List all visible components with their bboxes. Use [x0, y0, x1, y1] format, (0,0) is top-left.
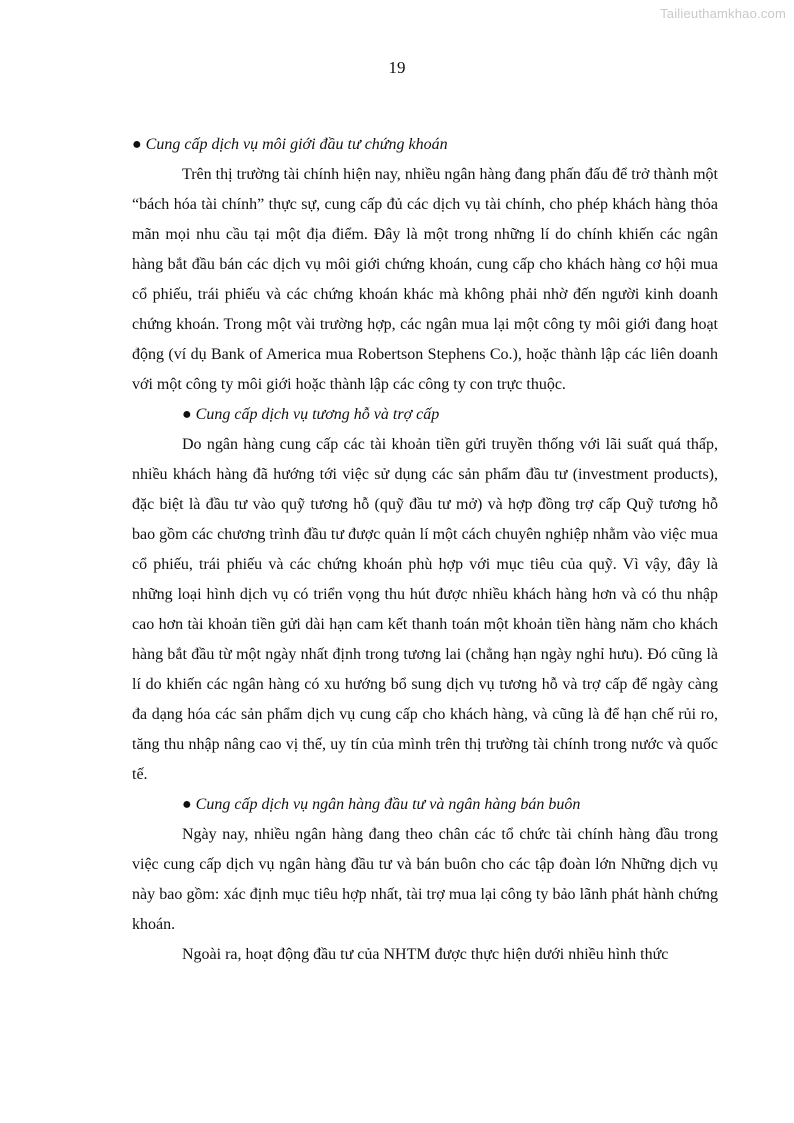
document-body: [132, 130, 718, 970]
paragraph-brokerage: Trên thị trường tài chính hiện nay, nhiều ngân hàng đang phấn đấu để trở thành một “bách hóa tài chính” thực sự, cung cấp đủ các dịch vụ tài chính, cho phép khách hàng thỏa mãn mọi nhu cầu tại một địa điểm. Đây là một trong những lí do chính khiến các ngân hàng bắt đầu bán các dịch vụ môi giới chứng khoán, cung cấp cho khách hàng cơ hội mua cổ phiếu, trái phiếu và các chứng khoán khác mà không phải nhờ đến người kinh doanh chứng khoán. Trong một vài trường hợp, các ngân mua lại một công ty môi giới đang hoạt động (ví dụ Bank of America mua Robertson Stephens Co.), hoặc thành lập các liên doanh với một công ty môi giới hoặc thành lập các công ty con trực thuộc.: [132, 166, 718, 393]
page-number: 19: [388, 58, 406, 77]
paragraph-investment-forms: Ngoài ra, hoạt động đầu tư của NHTM được thực hiện dưới nhiều hình thức: [182, 946, 669, 963]
section-heading-investment-banking: ● Cung cấp dịch vụ ngân hàng đầu tư và ngân hàng bán buôn: [182, 796, 581, 813]
paragraph-investment-banking: Ngày nay, nhiều ngân hàng đang theo chân các tổ chức tài chính hàng đầu trong việc cung cấp dịch vụ ngân hàng đầu tư và bán buôn cho các tập đoàn lớn Những dịch vụ này bao gồm: xác định mục tiêu hợp nhất, tài trợ mua lại công ty bảo lãnh phát hành chứng khoán.: [132, 826, 718, 933]
section-heading-brokerage: ● Cung cấp dịch vụ môi giới đầu tư chứng khoán: [132, 136, 448, 153]
watermark: Tailieuthamkhao.com: [660, 6, 786, 21]
section-heading-mutual-funds: ● Cung cấp dịch vụ tương hỗ và trợ cấp: [182, 406, 440, 423]
paragraph-mutual-funds: Do ngân hàng cung cấp các tài khoản tiền gửi truyền thống với lãi suất quá thấp, nhiều khách hàng đã hướng tới việc sử dụng các sản phẩm đầu tư (investment products), đặc biệt là đầu tư vào quỹ tương hỗ (quỹ đầu tư mở) và hợp đồng trợ cấp Quỹ tương hỗ bao gồm các chương trình đầu tư được quản lí một cách chuyên nghiệp nhằm vào việc mua cổ phiếu, trái phiếu và các chứng khoán phù hợp với mục tiêu của quỹ. Vì vậy, đây là những loại hình dịch vụ có triển vọng thu hút được nhiều khách hàng hơn và có thu nhập cao hơn tài khoản tiền gửi dài hạn cam kết thanh toán một khoản tiền hàng năm cho khách hàng bắt đầu từ một ngày nhất định trong tương lai (chẳng hạn ngày nghỉ hưu). Đó cũng là lí do khiến các ngân hàng có xu hướng bổ sung dịch vụ tương hỗ và trợ cấp để ngày càng đa dạng hóa các sản phẩm dịch vụ cung cấp cho khách hàng, và cũng là để hạn chế rủi ro, tăng thu nhập nâng cao vị thế, uy tín của mình trên thị trường tài chính trong nước và quốc tế.: [132, 436, 718, 783]
